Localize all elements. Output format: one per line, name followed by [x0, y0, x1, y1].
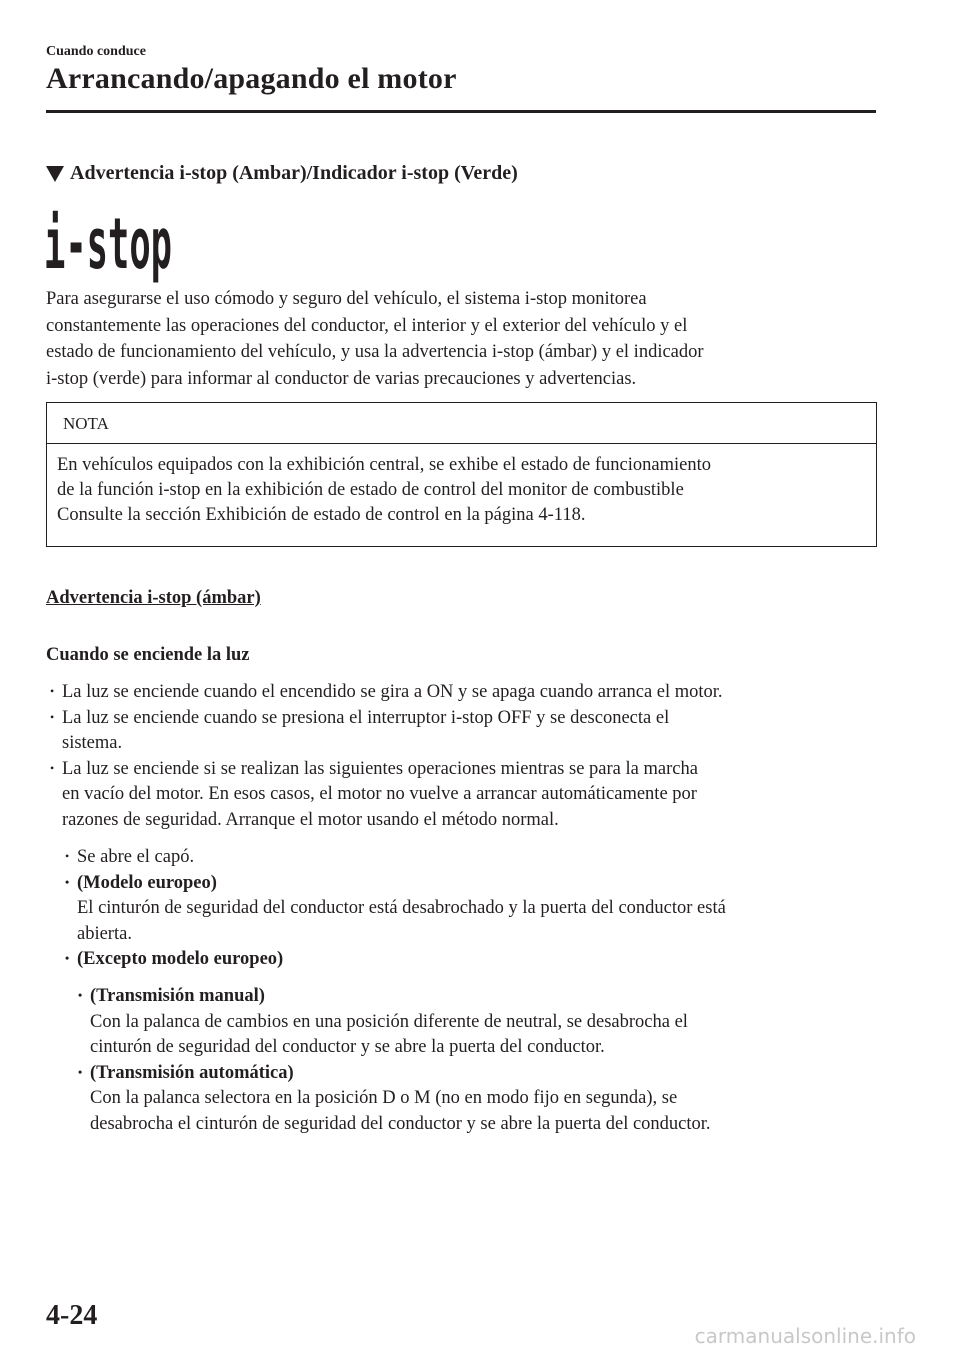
intro-line: estado de funcionamiento del vehículo, y usa la advertencia i-stop (ámbar) y el indicador — [46, 342, 704, 362]
intro-line: Para asegurarse el uso cómodo y seguro del vehículo, el sistema i-stop monitorea — [46, 289, 647, 309]
section-title: Cuando conduce — [46, 44, 146, 59]
sub-sub-bullet-list — [90, 984, 711, 1137]
subsection-heading — [46, 162, 518, 185]
note-line: de la función i-stop en la exhibición de estado de control del monitor de combustible — [57, 480, 684, 500]
sub-bullet-list — [77, 845, 726, 973]
bullet-list — [62, 680, 723, 833]
page-number: 4-24 — [46, 1300, 98, 1331]
intro-paragraph — [46, 286, 876, 392]
list-item-line: • La luz se enciende cuando se presiona el interruptor i-stop OFF y se desconecta el — [62, 706, 723, 732]
list-item-line: El cinturón de seguridad del conductor está desabrochado y la puerta del conductor está — [77, 898, 726, 918]
note-line: En vehículos equipados con la exhibición central, se exhibe el estado de funcionamiento — [57, 455, 711, 475]
subsection-title: Advertencia i-stop (Ambar)/Indicador i-stop (Verde) — [70, 162, 518, 184]
note-box — [46, 402, 877, 547]
list-item — [62, 706, 723, 757]
list-item-line: sistema. — [62, 733, 123, 753]
list-item-line: Con la palanca selectora en la posición D o M (no en modo fijo en segunda), se — [90, 1088, 678, 1108]
list-item-line: desabrocha el cinturón de seguridad del conductor y se abre la puerta del conductor. — [90, 1113, 711, 1134]
list-item-line: cinturón de seguridad del conductor y se abre la puerta del conductor. — [90, 1037, 605, 1057]
list-item-line: Con la palanca de cambios en una posición diferente de neutral, se desabrocha el — [90, 1011, 688, 1032]
list-item-manual-title: • (Transmisión manual) — [90, 984, 711, 1010]
note-line: Consulte la sección Exhibición de estado de control en la página 4-118. — [57, 505, 586, 525]
list-item-line: • La luz se enciende cuando el encendido se gira a ON y se apaga cuando arranca el motor. — [62, 680, 723, 706]
i-stop-logo-text: i-stop — [44, 203, 172, 285]
list-item — [62, 680, 723, 706]
intro-line: constantemente las operaciones del conductor, el interior y el exterior del vehículo y el — [46, 315, 688, 336]
watermark: carmanualsonline.info — [694, 1324, 916, 1348]
chapter-title: Arrancando/apagando el motor — [46, 62, 457, 95]
i-stop-logo — [44, 203, 174, 285]
list-item-line: en vacío del motor. En esos casos, el motor no vuelve a arrancar automáticamente por — [62, 784, 697, 804]
triangle-down-icon — [46, 166, 64, 182]
intro-line: i-stop (verde) para informar al conductor de varias precauciones y advertencias. — [46, 368, 637, 389]
list-item-eu-title: • (Modelo europeo) — [77, 871, 726, 897]
amber-heading: Advertencia i-stop (ámbar) — [46, 588, 261, 608]
list-item-line: razones de seguridad. Arranque el motor usando el método normal. — [62, 809, 559, 830]
list-item — [62, 757, 723, 834]
list-item-auto-title: • (Transmisión automática) — [90, 1061, 711, 1087]
note-label: NOTA — [47, 403, 876, 444]
list-item-line: • La luz se enciende si se realizan las siguientes operaciones mientras se para la marcha — [62, 757, 723, 783]
list-item-line: abierta. — [77, 923, 132, 944]
list-item-hood: • Se abre el capó. — [77, 845, 726, 871]
list-item-non-eu-title: • (Excepto modelo europeo) — [77, 947, 726, 973]
note-body — [47, 444, 876, 528]
header-rule — [46, 110, 876, 113]
amber-subheading: Cuando se enciende la luz — [46, 645, 250, 665]
